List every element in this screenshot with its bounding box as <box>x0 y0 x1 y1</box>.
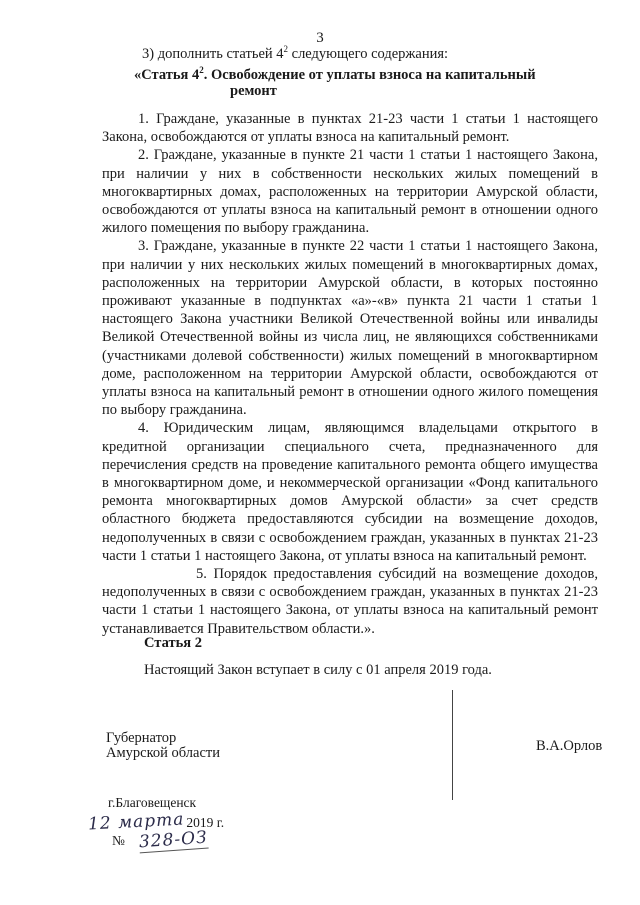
paragraph-3: 3. Граждане, указанные в пункте 22 части 1 статьи 1 настоящего Закона, при наличии у них нескольких жилых помещений в многоквартирных домах, расположенных на территории Амурской области, в которых постоянно проживают указанные в подпунктах «а»-«в» пункта 21 части 1 статьи 1 настоящего Закона участники Великой Отечественной войны или инвалиды Великой Отечественной войны из числа лиц, не являющихся собственниками (участниками долевой собственности) жилых помещений в многоквартирном доме, расположенном на территории Амурской области, освобождаются от уплаты взноса на капитальный ремонт в отношении одного жилого помещения по выбору гражданина. <box>102 238 598 419</box>
signatory-title-line1: Губернатор <box>106 730 177 746</box>
article-2-heading: Статья 2 <box>144 635 202 651</box>
paragraph-4: 4. Юридическим лицам, являющимся владельцами открытого в кредитной организации специального счета, предназначенного для перечисления средств на проведение капитального ремонта общего имущества в многоквартирном доме, и некоммерческой организации «Фонд капитального ремонта многоквартирных домов Амурской области» за счет средств областного бюджета предоставляются субсидии на возмещение доходов, недополученных в связи с освобождением граждан, указанных в пунктах 21-23 части 1 статьи 1 настоящего Закона, от уплаты взноса на капитальный ремонт. <box>102 420 598 564</box>
amendment-suffix: следующего содержания: <box>288 45 449 62</box>
article-title <box>134 62 594 99</box>
number-handwritten: 328-ОЗ <box>138 827 209 853</box>
signatory-title <box>106 731 220 761</box>
law-number <box>112 827 209 853</box>
paragraph-1: 1. Граждане, указанные в пунктах 21-23 части 1 статьи 1 настоящего Закона, освобождаются от уплаты взноса на капитальный ремонт. <box>102 111 598 146</box>
signature-stroke <box>452 690 453 800</box>
number-label: № <box>112 833 125 848</box>
amendment-superscript: 2 <box>283 44 289 54</box>
date-handwritten: 12 марта <box>87 809 185 835</box>
article-title-rest: . Освобождение от уплаты взноса на капитальный <box>203 66 536 83</box>
paragraph-2: 2. Граждане, указанные в пункте 21 части 1 статьи 1 настоящего Закона, при наличии у них в собственности нескольких жилых помещений в многоквартирных домах, расположенных на территории Амурской области, освобождаются от уплаты взноса на капитальный ремонт в отношении одного жилого помещения по выбору гражданина. <box>102 147 598 237</box>
place-of-signing: г.Благовещенск <box>108 795 197 810</box>
signer-name: В.А.Орлов <box>536 738 603 754</box>
effective-date-text: Настоящий Закон вступает в силу с 01 апреля 2019 года. <box>144 662 492 678</box>
date-year: 2019 г. <box>186 815 225 830</box>
article-title-line2: ремонт <box>230 82 277 99</box>
page-number: 3 <box>316 30 324 46</box>
article-title-superscript: 2 <box>199 65 204 75</box>
amendment-prefix: 3) дополнить статьей 4 <box>142 45 284 62</box>
article-title-prefix: «Статья 4 <box>134 66 200 83</box>
article-body <box>102 110 598 638</box>
paragraph-5: 5. Порядок предоставления субсидий на возмещение доходов, недополученных в связи с освобождением граждан, указанных в пунктах 21-23 части 1 статьи 1 настоящего Закона, от уплаты взноса на капитальный ремонт устанавливается Правительством области.». <box>102 566 598 637</box>
signatory-title-line2: Амурской области <box>106 745 220 761</box>
amendment-line <box>142 44 448 63</box>
